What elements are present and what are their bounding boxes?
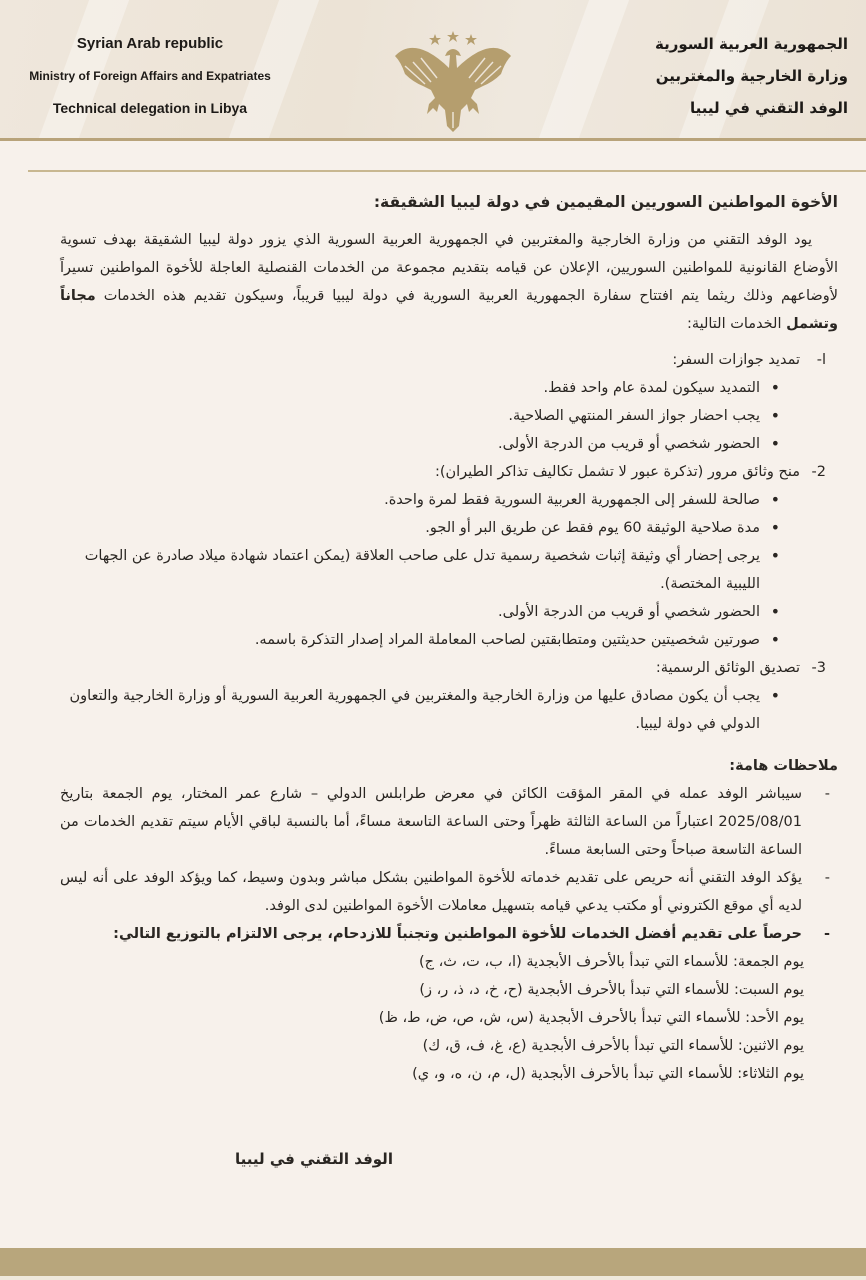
eagle-emblem-icon (383, 28, 523, 134)
schedule-item: يوم الأحد: للأسماء التي تبدأ بالأحرف الأبجدية (س، ش، ص، ض، ط، ظ) (378, 1010, 804, 1026)
bullet-list (60, 682, 838, 738)
english-ministry-name: Ministry of Foreign Affairs and Expatriates (29, 69, 271, 83)
english-country-name: Syrian Arab republic (76, 35, 224, 52)
list-item: • صالحة للسفر إلى الجمهورية العربية السورية فقط لمرة واحدة. (60, 486, 780, 514)
list-item: • يجب احضار جواز السفر المنتهي الصلاحية. (60, 402, 780, 430)
divider (28, 170, 866, 172)
notes-list (60, 780, 838, 948)
list-item: • الحضور شخصي أو قريب من الدرجة الأولى. (60, 430, 780, 458)
section-heading: ا-تمديد جوازات السفر: (672, 352, 826, 368)
bullet-list (60, 374, 838, 458)
footer-bar (0, 1248, 866, 1276)
service-section (60, 346, 838, 458)
service-section (60, 654, 838, 738)
note-item: - يؤكد الوفد التقني أنه حريص على تقديم خدماته للأخوة المواطنين بشكل مباشر وبدون وسيط، كما ويؤكد الوفد على أنه ليس لديه أي موقع الكتروني أو مكتب يدعي قيامه بتسهيل معاملات الأخوة المواطنين لدى الوفد. (60, 870, 830, 914)
section-heading: 2-منح وثائق مرور (تذكرة عبور لا تشمل تكاليف تذاكر الطيران): (434, 464, 826, 480)
arabic-letterhead (588, 28, 848, 124)
bullet-list (60, 486, 838, 654)
schedule-item: يوم الثلاثاء: للأسماء التي تبدأ بالأحرف الأبجدية (ل، م، ن، ه، و، ي) (412, 1066, 804, 1082)
schedule-list (60, 948, 838, 1088)
note-item: - حرصاً على تقديم أفضل الخدمات للأخوة المواطنين وتجنباً للازدحام، يرجى الالتزام بالتوزيع التالي: (113, 926, 830, 942)
salutation: الأخوة المواطنين السوريين المقيمين في دولة ليبيا الشقيقة: (373, 193, 838, 211)
star-icon (447, 31, 459, 42)
service-section (60, 458, 838, 654)
list-item: • التمديد سيكون لمدة عام واحد فقط. (60, 374, 780, 402)
announcement-body (60, 188, 838, 1088)
list-item: • مدة صلاحية الوثيقة 60 يوم فقط عن طريق البر أو الجو. (60, 514, 780, 542)
list-item: • يجب أن يكون مصادق عليها من وزارة الخارجية والمغتربين في الجمهورية العربية السورية أو وزارة الخارجية والتعاون الدولي في دولة ليبيا. (60, 682, 780, 738)
star-icon (429, 34, 441, 45)
schedule-item: يوم السبت: للأسماء التي تبدأ بالأحرف الأبجدية (ح، خ، د، ذ، ر، ز) (419, 982, 804, 998)
letterhead (0, 0, 866, 141)
arabic-delegation-name: الوفد التقني في ليبيا (690, 99, 848, 117)
notes-heading: ملاحظات هامة: (729, 758, 838, 774)
intro-paragraph: يود الوفد التقني من وزارة الخارجية والمغتربين في الجمهورية العربية السورية الذي يزور دولة ليبيا الشقيقة بهدف تسوية الأوضاع القانونية للمواطنين السوريين، الإعلان عن قيامه بتقديم مجموعة من الخدمات القنصلية العاجلة للأخوة المواطنين تسيراً لأوضاعهم وذلك ريثما يتم افتتاح سفارة الجمهورية العربية السورية في دولة ليبيا قريباً، وسيكون تقديم هذه الخدمات مجاناً وتشمل الخدمات التالية: (60, 232, 838, 332)
english-letterhead (0, 28, 300, 124)
section-heading: 3-تصديق الوثائق الرسمية: (655, 660, 826, 676)
star-icon (465, 34, 477, 45)
intro-emphasis: مجاناً وتشمل (60, 288, 838, 332)
arabic-country-name: الجمهورية العربية السورية (655, 35, 848, 53)
footer-line (0, 1276, 866, 1280)
english-delegation-name: Technical delegation in Libya (52, 100, 248, 116)
list-item: • يرجى إحضار أي وثيقة إثبات شخصية رسمية تدل على صاحب العلاقة (يمكن اعتماد شهادة ميلاد صادرة عن الجهات الليبية المختصة). (60, 542, 780, 598)
arabic-ministry-name: وزارة الخارجية والمغتربين (655, 67, 848, 85)
note-item: - سيباشر الوفد عمله في المقر المؤقت الكائن في معرض طرابلس الدولي – شارع عمر المختار، يوم الجمعة بتاريخ 2025/08/01 اعتباراً من الساعة الثالثة ظهراً وحتى الساعة التاسعة مساءً، أما بالنسبة لباقي الأيام سيتم تقديم الخدمات من الساعة التاسعة صباحاً وحتى السابعة مساءً. (60, 786, 830, 858)
schedule-item: يوم الجمعة: للأسماء التي تبدأ بالأحرف الأبجدية (ا، ب، ت، ث، ج) (418, 954, 804, 970)
list-item: • الحضور شخصي أو قريب من الدرجة الأولى. (60, 598, 780, 626)
schedule-item: يوم الاثنين: للأسماء التي تبدأ بالأحرف الأبجدية (ع، غ، ف، ق، ك) (422, 1038, 804, 1054)
signature: الوفد التقني في ليبيا (235, 1150, 393, 1168)
list-item: • صورتين شخصيتين حديثتين ومتطابقتين لصاحب المعاملة المراد إصدار التذكرة باسمه. (60, 626, 780, 654)
